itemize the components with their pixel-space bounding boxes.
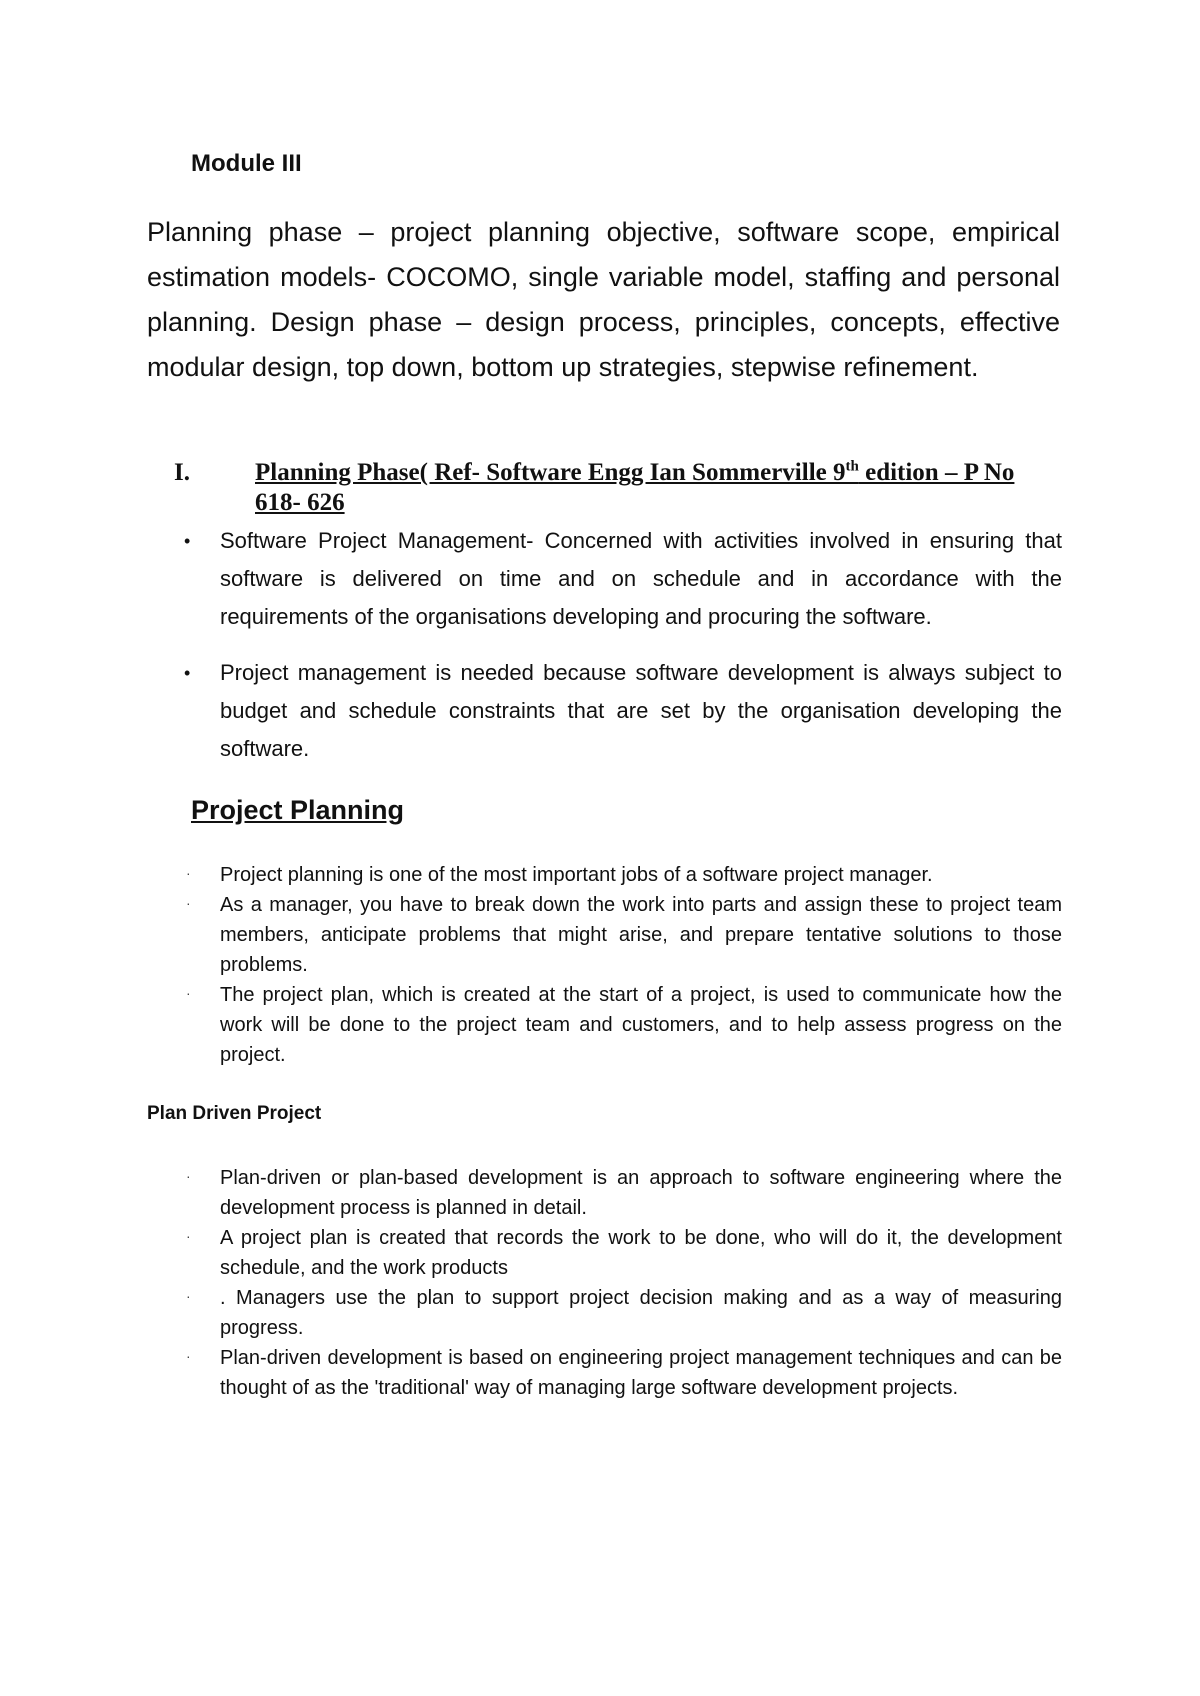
list-item: [180, 1283, 1062, 1343]
bullet-marker: ·: [186, 1228, 191, 1244]
bullet-marker: •: [184, 531, 191, 551]
syllabus-paragraph: Planning phase – project planning objective, software scope, empirical estimation models- COCOMO, single variable model, staffing and personal planning. Design phase – design process, principles, concepts, effective modular design, top down, bottom up strategies, stepwise refinement.: [147, 217, 1060, 382]
module-title: Module III: [191, 150, 302, 177]
list-item: [180, 654, 1062, 768]
bullet-marker: ·: [186, 865, 191, 881]
bullet-marker: •: [184, 663, 191, 683]
bullet-marker: ·: [186, 895, 191, 911]
bullet-marker: ·: [186, 1288, 191, 1304]
bullet-text: A project plan is created that records the work to be done, who will do it, the development schedule, and the work products: [220, 1227, 1062, 1279]
reference-text-tail: edition – P No 618- 626: [255, 459, 1015, 516]
bullet-marker: ·: [186, 1348, 191, 1364]
reference-superscript: th: [845, 458, 859, 475]
reference-numeral: I.: [174, 459, 190, 486]
reference-text: [255, 458, 1065, 518]
list-item: [180, 1223, 1062, 1283]
list-item: [180, 1343, 1062, 1403]
project-planning-list: [180, 860, 1062, 1070]
bullet-marker: ·: [186, 985, 191, 1001]
bullet-text: Software Project Management- Concerned with activities involved in ensuring that software is delivered on time and on schedule and in accordance with the requirements of the organisations developing and procuring the software.: [220, 528, 1062, 629]
bullet-text: Project planning is one of the most important jobs of a software project manager.: [220, 864, 933, 886]
plan-driven-heading: Plan Driven Project: [147, 1103, 322, 1124]
list-item: [180, 980, 1062, 1070]
list-item: [180, 1163, 1062, 1223]
bullet-text: As a manager, you have to break down the work into parts and assign these to project team members, anticipate problems that might arise, and prepare tentative solutions to those problems.: [220, 894, 1062, 976]
bullet-text: Project management is needed because software development is always subject to budget and schedule constraints that are set by the organisation developing the software.: [220, 660, 1062, 761]
plan-driven-list: [180, 1163, 1062, 1403]
intro-bullet-list: [180, 522, 1062, 786]
list-item: [180, 860, 1062, 890]
bullet-text: The project plan, which is created at the start of a project, is used to communicate how the work will be done to the project team and customers, and to help assess progress on the project.: [220, 984, 1062, 1066]
bullet-text: . Managers use the plan to support project decision making and as a way of measuring progress.: [220, 1287, 1062, 1339]
bullet-text: Plan-driven or plan-based development is an approach to software engineering where the development process is planned in detail.: [220, 1167, 1062, 1219]
list-item: [180, 522, 1062, 636]
bullet-marker: ·: [186, 1168, 191, 1184]
project-planning-heading: Project Planning: [191, 795, 405, 825]
reference-text-main: Planning Phase( Ref- Software Engg Ian Sommerville 9: [255, 459, 846, 486]
bullet-text: Plan-driven development is based on engineering project management techniques and can be thought of as the 'traditional' way of managing large software development projects.: [220, 1347, 1062, 1399]
list-item: [180, 890, 1062, 980]
